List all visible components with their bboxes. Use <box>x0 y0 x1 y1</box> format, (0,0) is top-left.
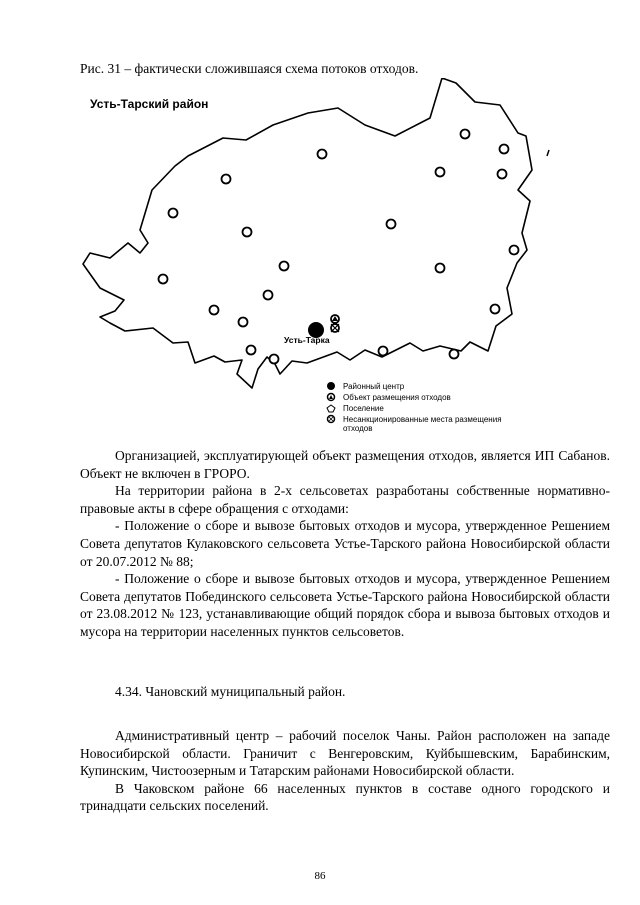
svg-text:Объект размещения отходов: Объект размещения отходов <box>343 393 451 402</box>
paragraph: В Чаковском районе 66 населенных пунктов в составе одного городского и тринадцати сельских поселений. <box>80 780 610 814</box>
city-label: Усть-Тарка <box>284 335 330 345</box>
site-marker <box>243 228 252 237</box>
waste-site-markers <box>159 130 519 364</box>
site-marker <box>239 318 248 327</box>
site-marker <box>436 168 445 177</box>
site-marker <box>270 355 279 364</box>
district-center-legend-icon <box>327 382 335 390</box>
site-marker <box>247 346 256 355</box>
site-marker <box>210 306 219 315</box>
paragraph: Организацией, эксплуатирующей объект размещения отходов, является ИП Сабанов. Объект не включен в ГРОРО. <box>80 448 610 481</box>
site-marker <box>461 130 470 139</box>
site-marker <box>280 262 289 271</box>
svg-text:Районный центр: Районный центр <box>343 382 405 391</box>
site-marker <box>387 220 396 229</box>
site-marker <box>510 246 519 255</box>
site-marker <box>318 150 327 159</box>
paragraph: Административный центр – рабочий поселок Чаны. Район расположен на западе Новосибирской области. Граничит с Венгеровским, Куйбышевским, Барабинским, Купинским, Чистоозерным и Татарским районами Новосибирской области. <box>80 728 610 779</box>
site-marker <box>169 209 178 218</box>
section-heading: 4.34. Чановский муниципальный район. <box>115 684 346 699</box>
body-section-1 <box>80 447 610 641</box>
settlement-legend-icon <box>327 405 335 412</box>
svg-text:отходов: отходов <box>343 424 373 433</box>
site-marker <box>159 275 168 284</box>
waste-facility-legend-icon <box>328 394 335 401</box>
paragraph: - Положение о сборе и вывозе бытовых отходов и мусора, утвержденное Решением Совета депутатов Кулаковского сельсовета Устье-Тарского района Новосибирской области от 20.07.2012 № 88; <box>80 518 610 569</box>
map-legend <box>327 382 502 433</box>
facility-marker <box>331 315 339 323</box>
site-marker <box>491 305 500 314</box>
svg-text:Поселение: Поселение <box>343 404 384 413</box>
svg-text:Несанкционированные места разм: Несанкционированные места размещения <box>343 415 502 424</box>
map-title: Усть-Тарский район <box>90 97 209 111</box>
site-marker <box>222 175 231 184</box>
page-number: 86 <box>314 870 326 882</box>
body-section-2 <box>80 727 610 815</box>
site-marker <box>500 145 509 154</box>
site-marker <box>450 350 459 359</box>
paragraph: На территории района в 2-х сельсоветах разработаны собственные нормативно-правовые акты в сфере обращения с отходами: <box>80 483 610 516</box>
paragraph: - Положение о сборе и вывозе бытовых отходов и мусора, утвержденное Решением Совета депутатов Побединского сельсовета Устье-Тарского района Новосибирской области от 23.08.2012 № 123, устанавливающие общий порядок сбора и вывоза бытовых отходов и мусора на территории населенных пунктов сельсоветов. <box>80 571 610 639</box>
site-marker <box>436 264 445 273</box>
site-marker <box>264 291 273 300</box>
figure-caption: Рис. 31 – фактически сложившаяся схема потоков отходов. <box>80 61 419 76</box>
site-marker <box>498 170 507 179</box>
unauthorized-site-legend-icon <box>328 416 335 423</box>
district-map <box>80 78 610 438</box>
site-marker <box>379 347 388 356</box>
